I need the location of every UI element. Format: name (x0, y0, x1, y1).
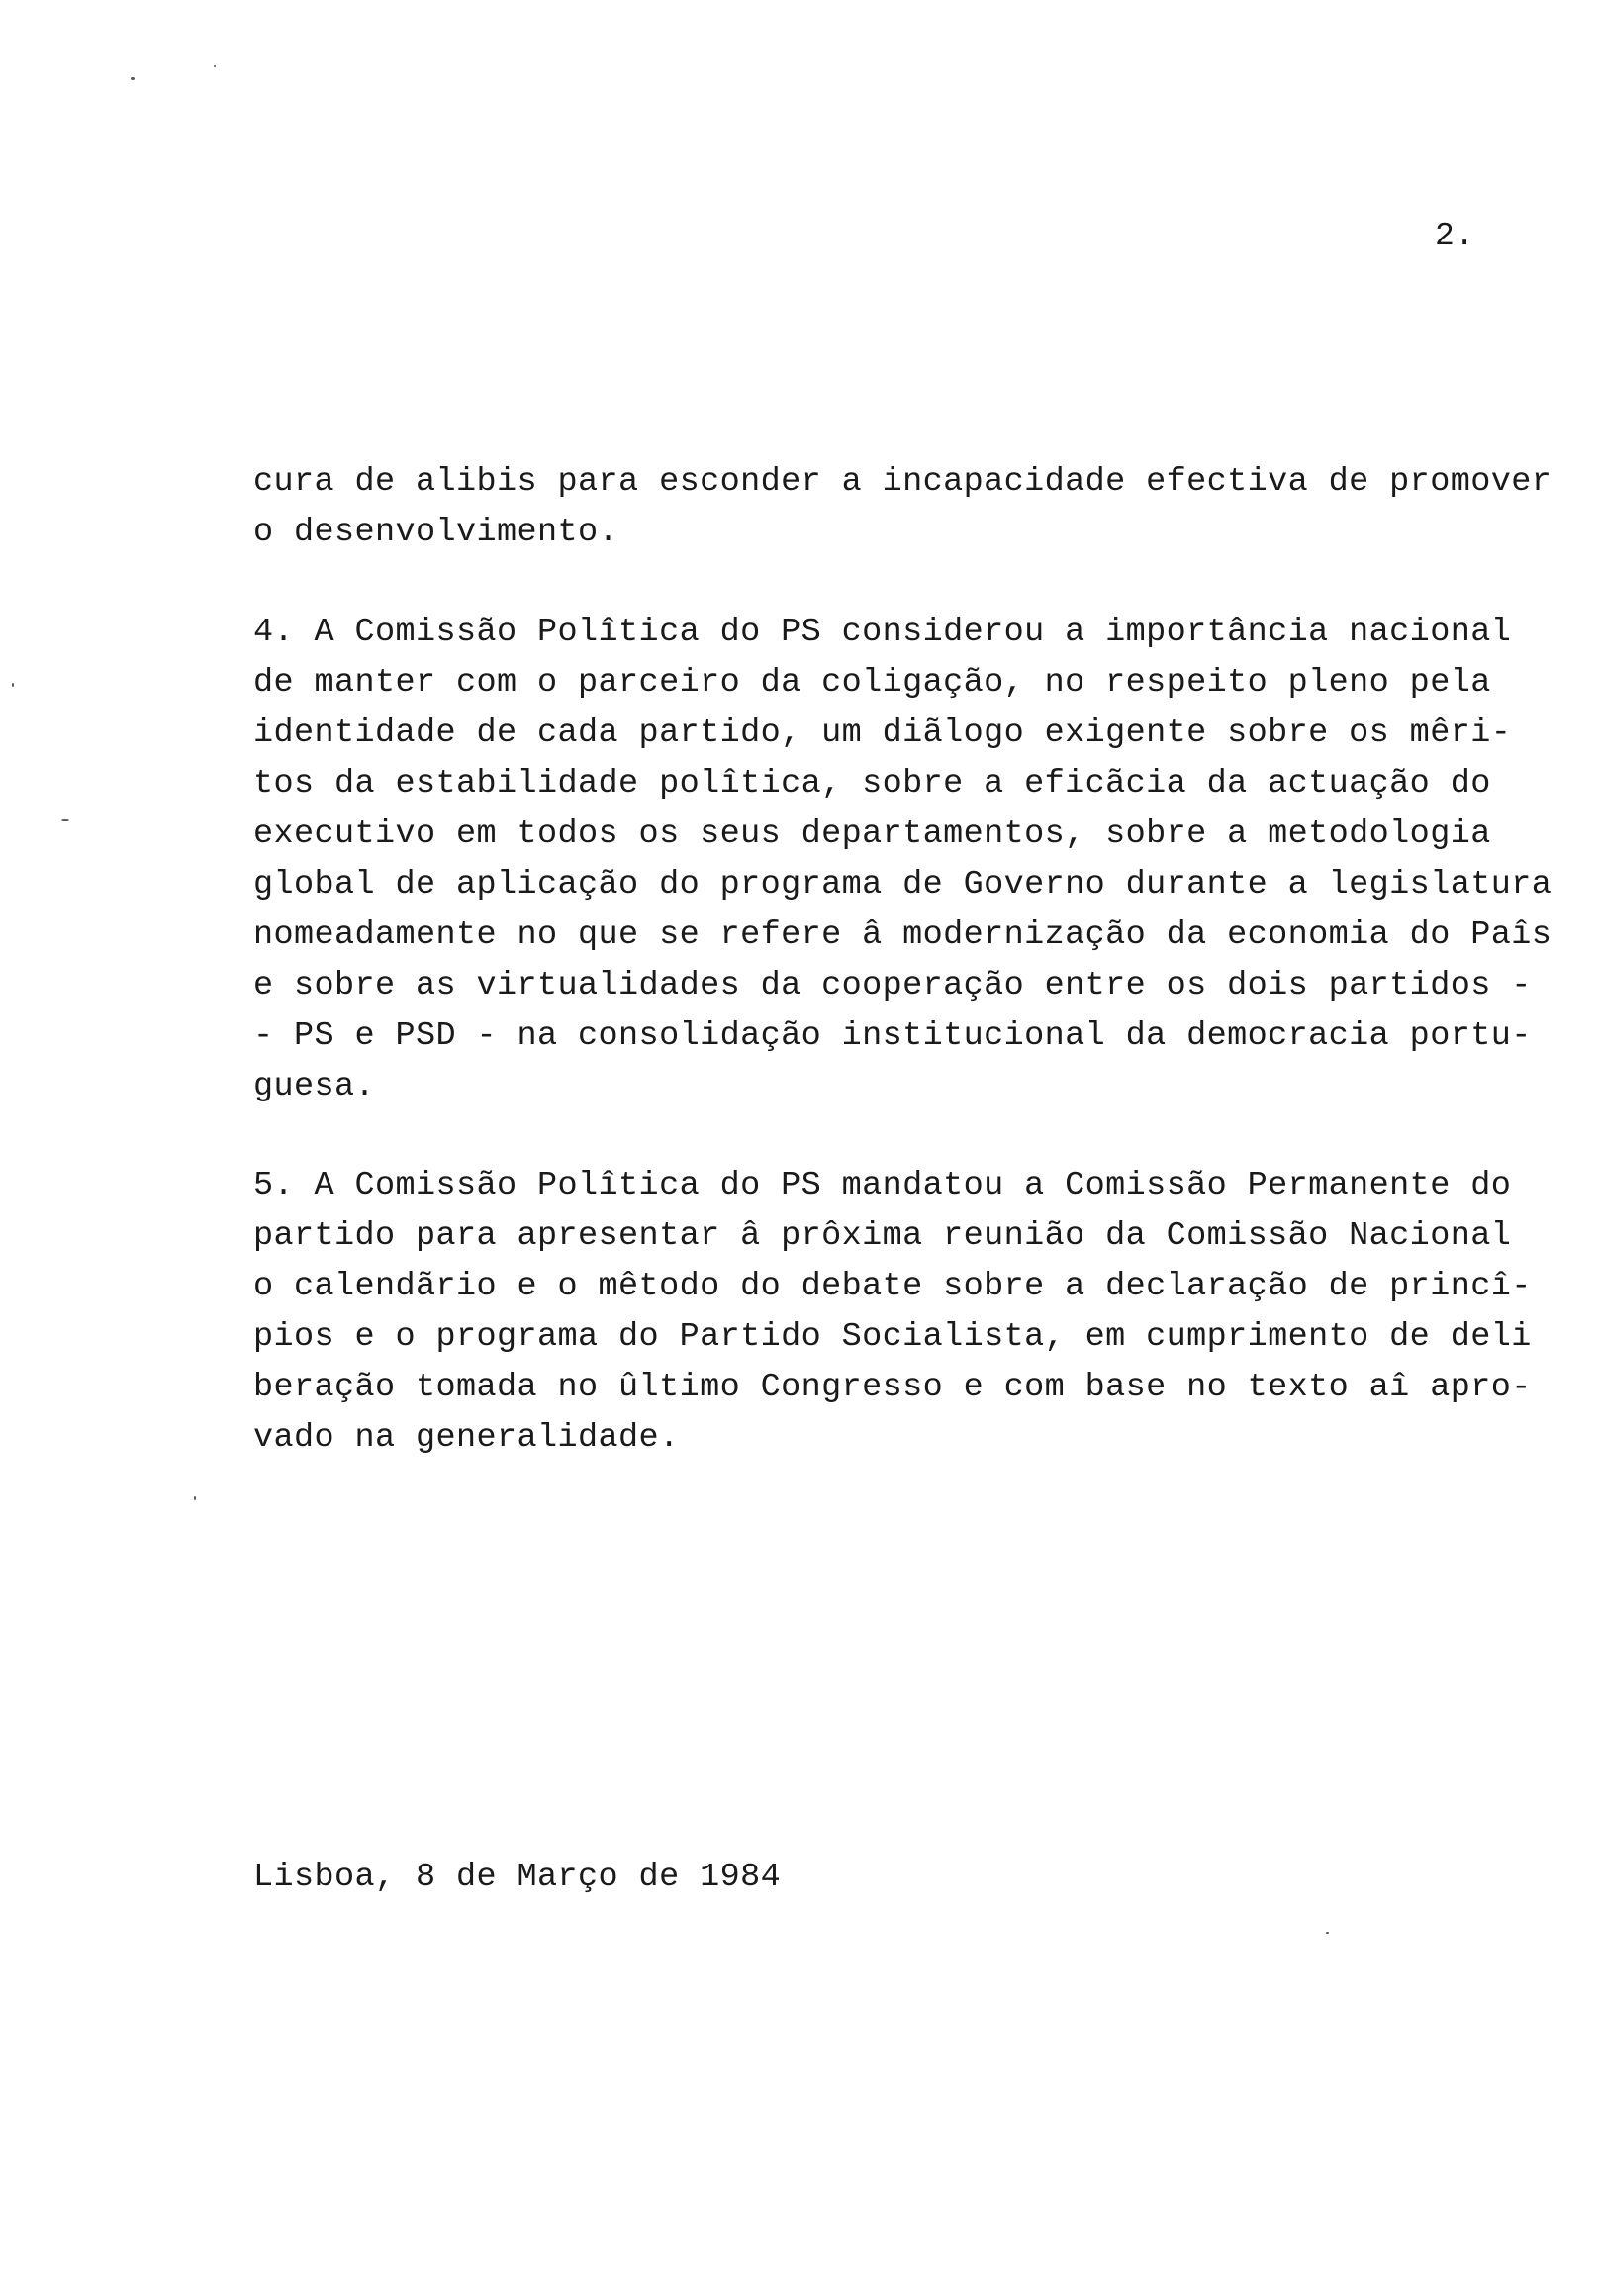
text-line: guesa. (253, 1068, 376, 1105)
text-line: cura de alibis para esconder a incapacidade efectiva de promover (253, 463, 1552, 501)
paragraph-5 (253, 1161, 1540, 1464)
text-line: beração tomada no ûltimo Congresso e com base no texto aî apro- (253, 1369, 1532, 1406)
page-number: 2. (1435, 218, 1475, 254)
text-line: o calendãrio e o mêtodo do debate sobre a declaração de princî- (253, 1268, 1532, 1305)
text-line: nomeadamente no que se refere â modernização da economia do Paîs (253, 916, 1552, 954)
text-line: tos da estabilidade polîtica, sobre a eficãcia da actuação do (253, 765, 1491, 803)
place-and-date: Lisboa, 8 de Março de 1984 (253, 1859, 782, 1896)
text-line: 4. A Comissão Polîtica do PS considerou a importância nacional (253, 614, 1512, 651)
text-line: o desenvolvimento. (253, 514, 619, 551)
scan-speck (214, 65, 216, 67)
scan-speck (131, 77, 135, 80)
paragraph-4 (253, 608, 1552, 1112)
scan-speck (1326, 1932, 1329, 1934)
scan-speck (61, 819, 69, 821)
scan-speck (12, 683, 14, 687)
text-line: pios e o programa do Partido Socialista, em cumprimento de deli (253, 1318, 1532, 1356)
text-line: vado na generalidade. (253, 1419, 680, 1457)
text-line: executivo em todos os seus departamentos, sobre a metodologia (253, 815, 1491, 853)
intro-paragraph (253, 457, 1552, 558)
scan-speck (194, 1496, 196, 1500)
text-line: 5. A Comissão Polîtica do PS mandatou a Comissão Permanente do (253, 1167, 1512, 1204)
text-line: partido para apresentar â prôxima reunião da Comissão Nacional (253, 1217, 1512, 1255)
text-line: e sobre as virtualidades da cooperação entre os dois partidos - (253, 967, 1532, 1004)
text-line: global de aplicação do programa de Governo durante a legislatura (253, 866, 1552, 904)
text-line: de manter com o parceiro da coligação, no respeito pleno pela (253, 664, 1491, 702)
text-line: identidade de cada partido, um diãlogo exigente sobre os mêri- (253, 715, 1512, 752)
text-line: - PS e PSD - na consolidação institucional da democracia portu- (253, 1017, 1532, 1055)
